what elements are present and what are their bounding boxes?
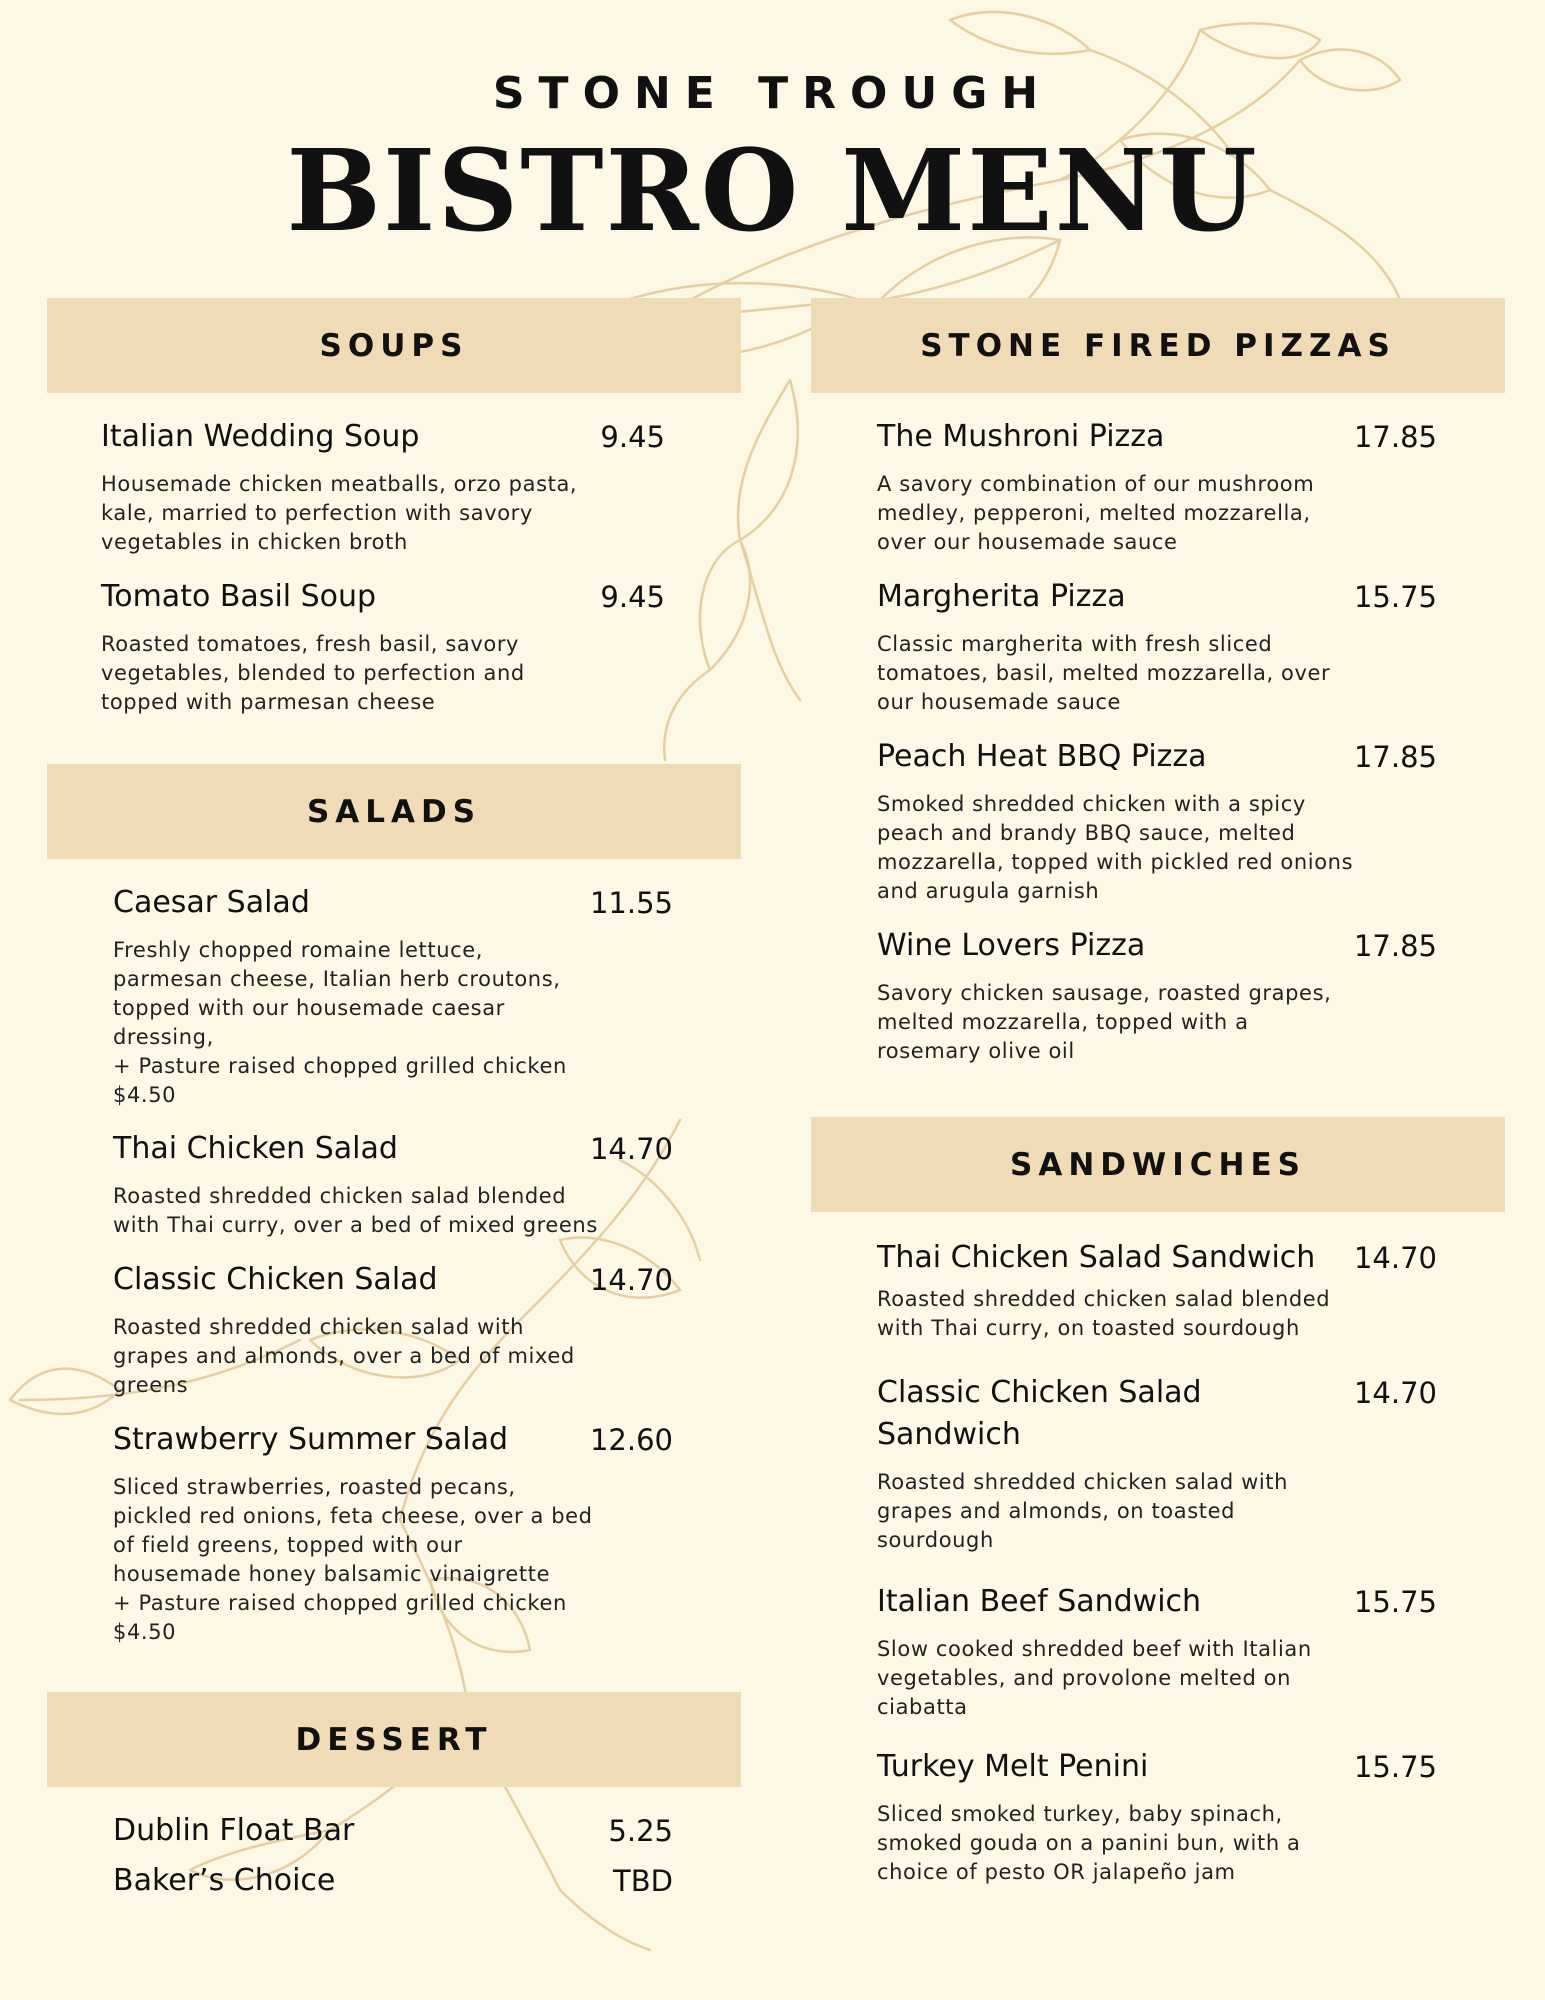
item-name: Thai Chicken Salad (113, 1131, 398, 1166)
dessert-heading: DESSERT (295, 1721, 493, 1758)
item-name: Tomato Basil Soup (101, 579, 377, 614)
menu-item (877, 1372, 1437, 1555)
item-price: 17.85 (1353, 929, 1437, 963)
item-description: Slow cooked shredded beef with Italian vegetables, and provolone melted on ciabatta (877, 1637, 1312, 1719)
item-description: Housemade chicken meatballs, orzo pasta, kale, married to perfection with savory vegetables in chicken broth (101, 472, 578, 554)
item-price: 9.45 (600, 420, 665, 454)
menu-item (877, 736, 1437, 906)
item-price: 15.75 (1353, 1585, 1437, 1619)
item-description: Sliced strawberries, roasted pecans, pickled red onions, feta cheese, over a bed of field greens, topped with our housemade honey balsamic vinaigrette + Pasture raised chopped grilled chicken $4.50 (113, 1475, 593, 1644)
item-price: 9.45 (600, 580, 665, 614)
menu-item (877, 1237, 1437, 1343)
item-name: Wine Lovers Pizza (877, 928, 1146, 963)
item-name: Dublin Float Bar (113, 1813, 355, 1848)
dessert-heading-band (47, 1692, 741, 1787)
item-description: Freshly chopped romaine lettuce, parmesan cheese, Italian herb croutons, topped with our housemade caesar dressing, + Pasture raised chopped grilled chicken $4.50 (113, 938, 567, 1107)
menu-item (113, 882, 673, 1110)
item-price: 12.60 (589, 1423, 673, 1457)
item-description: Sliced smoked turkey, baby spinach, smoked gouda on a panini bun, with a choice of pesto OR jalapeño jam (877, 1802, 1301, 1884)
item-description: Roasted shredded chicken salad with grapes and almonds, over a bed of mixed greens (113, 1315, 575, 1397)
item-name: Classic Chicken Salad (113, 1262, 438, 1297)
item-name: Baker’s Choice (113, 1863, 336, 1898)
pizzas-heading: STONE FIRED PIZZAS (920, 327, 1396, 364)
item-price: 15.75 (1353, 1750, 1437, 1784)
menu-item (877, 576, 1437, 717)
item-name: Caesar Salad (113, 885, 310, 920)
menu-item (113, 1860, 673, 1902)
item-price: TBD (613, 1864, 673, 1898)
item-price: 14.70 (1353, 1241, 1437, 1275)
item-price: 17.85 (1353, 740, 1437, 774)
item-description: Classic margherita with fresh sliced tomatoes, basil, melted mozzarella, over our housemade sauce (877, 632, 1331, 714)
menu-item (113, 1810, 673, 1852)
menu-title: BISTRO MENU (286, 126, 1259, 257)
salads-heading: SALADS (306, 793, 482, 830)
pizzas-heading-band (811, 298, 1505, 393)
sandwiches-heading: SANDWICHES (1010, 1146, 1306, 1183)
soups-heading-band (47, 298, 741, 393)
item-name: Strawberry Summer Salad (113, 1422, 509, 1457)
restaurant-name: STONE TROUGH (492, 68, 1053, 119)
item-name: Margherita Pizza (877, 579, 1126, 614)
menu-item (113, 1419, 673, 1647)
item-price: 14.70 (1353, 1376, 1437, 1410)
menu-item (877, 1581, 1437, 1722)
item-name: Classic Chicken Salad Sandwich (877, 1375, 1202, 1452)
menu-item (101, 576, 665, 717)
item-price: 15.75 (1353, 580, 1437, 614)
item-description: A savory combination of our mushroom medley, pepperoni, melted mozzarella, over our housemade sauce (877, 472, 1315, 554)
item-description: Savory chicken sausage, roasted grapes, melted mozzarella, topped with a rosemary olive oil (877, 981, 1332, 1063)
item-description: Roasted tomatoes, fresh basil, savory vegetables, blended to perfection and topped with parmesan cheese (101, 632, 525, 714)
menu-item (113, 1259, 673, 1400)
menu-item (101, 416, 665, 557)
item-price: 14.70 (589, 1263, 673, 1297)
item-description: Smoked shredded chicken with a spicy peach and brandy BBQ sauce, melted mozzarella, topped with pickled red onions and arugula garnish (877, 792, 1354, 903)
item-name: Peach Heat BBQ Pizza (877, 739, 1207, 774)
menu-item (113, 1128, 673, 1240)
menu-item (877, 925, 1437, 1066)
item-description: Roasted shredded chicken salad blended with Thai curry, on toasted sourdough (877, 1287, 1331, 1340)
item-description: Roasted shredded chicken salad blended with Thai curry, over a bed of mixed greens (113, 1184, 598, 1237)
menu-item (877, 416, 1437, 557)
item-name: Italian Wedding Soup (101, 419, 420, 454)
item-price: 14.70 (589, 1132, 673, 1166)
soups-heading: SOUPS (319, 327, 469, 364)
item-name: Italian Beef Sandwich (877, 1584, 1202, 1619)
item-price: 17.85 (1353, 420, 1437, 454)
item-price: 5.25 (608, 1814, 673, 1848)
menu-item (877, 1746, 1437, 1887)
item-price: 11.55 (589, 886, 673, 920)
item-name: The Mushroni Pizza (877, 419, 1165, 454)
item-description: Roasted shredded chicken salad with grapes and almonds, on toasted sourdough (877, 1470, 1289, 1552)
item-name: Turkey Melt Penini (877, 1749, 1149, 1784)
salads-heading-band (47, 764, 741, 859)
sandwiches-heading-band (811, 1117, 1505, 1212)
item-name: Thai Chicken Salad Sandwich (877, 1240, 1316, 1275)
